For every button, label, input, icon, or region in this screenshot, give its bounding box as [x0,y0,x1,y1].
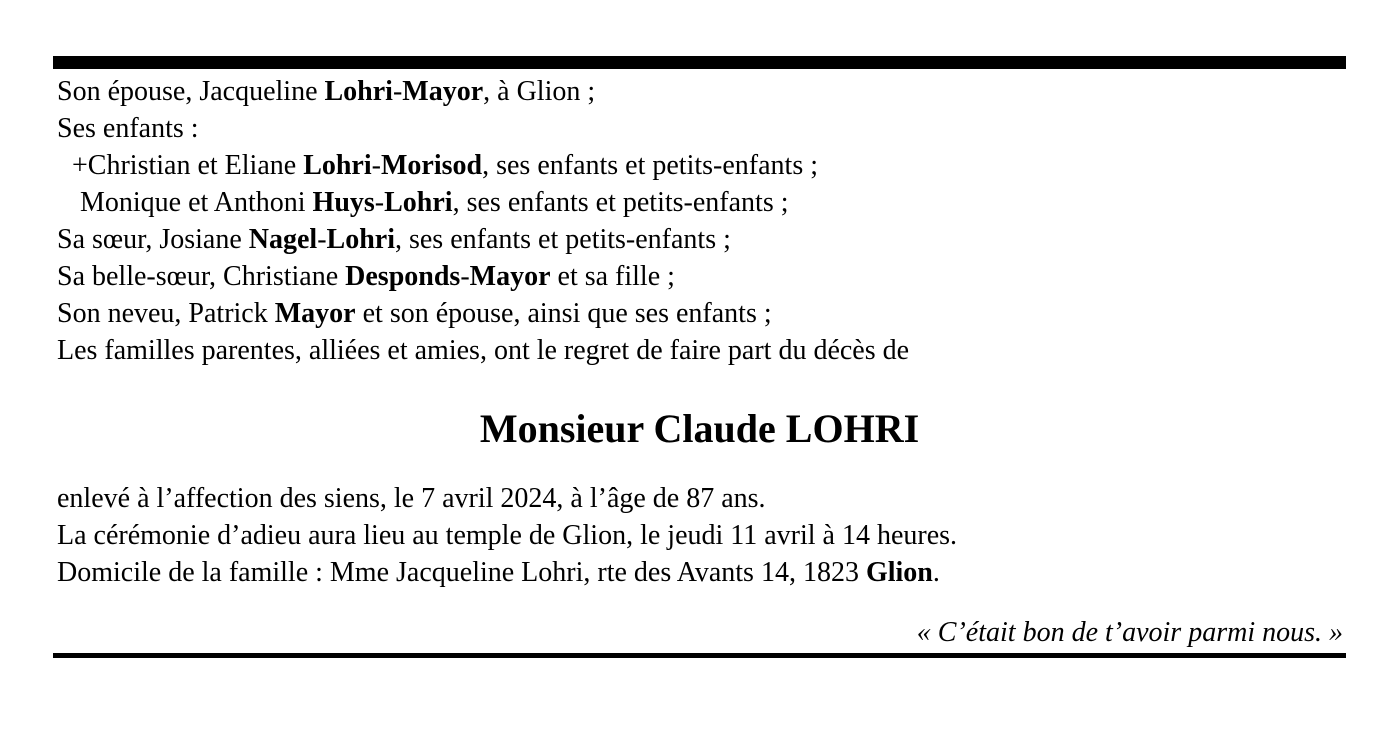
family-line-child-1: +Christian et Eliane Lohri-Morisod, ses enfants et petits-enfants ; [72,150,818,181]
bottom-divider [53,653,1346,658]
family-list [53,73,1346,369]
top-divider [53,56,1346,69]
family-line-children-heading: Ses enfants : [57,113,199,144]
family-line-sister: Sa sœur, Josiane Nagel-Lohri, ses enfants et petits-enfants ; [57,224,731,255]
details-address-line: Domicile de la famille : Mme Jacqueline Lohri, rte des Avants 14, 1823 Glion. [57,557,940,588]
obituary-notice [53,56,1346,658]
details-ceremony-line: La cérémonie d’adieu aura lieu au temple de Glion, le jeudi 11 avril à 14 heures. [57,520,958,551]
family-line-nephew: Son neveu, Patrick Mayor et son épouse, ainsi que ses enfants ; [57,298,772,329]
details-date-line: enlevé à l’affection des siens, le 7 avril 2024, à l’âge de 87 ans. [57,483,766,514]
family-line-child-2: Monique et Anthoni Huys-Lohri, ses enfants et petits-enfants ; [80,187,789,218]
family-line-announcement: Les familles parentes, alliées et amies, ont le regret de faire part du décès de [57,335,910,366]
closing-quote: « C’était bon de t’avoir parmi nous. » [916,617,1343,648]
ceremony-details [53,480,1346,591]
family-line-sister-in-law: Sa belle-sœur, Christiane Desponds-Mayor et sa fille ; [57,261,675,292]
family-line-spouse: Son épouse, Jacqueline Lohri-Mayor, à Glion ; [57,76,596,107]
deceased-name: Monsieur Claude LOHRI [479,406,920,451]
